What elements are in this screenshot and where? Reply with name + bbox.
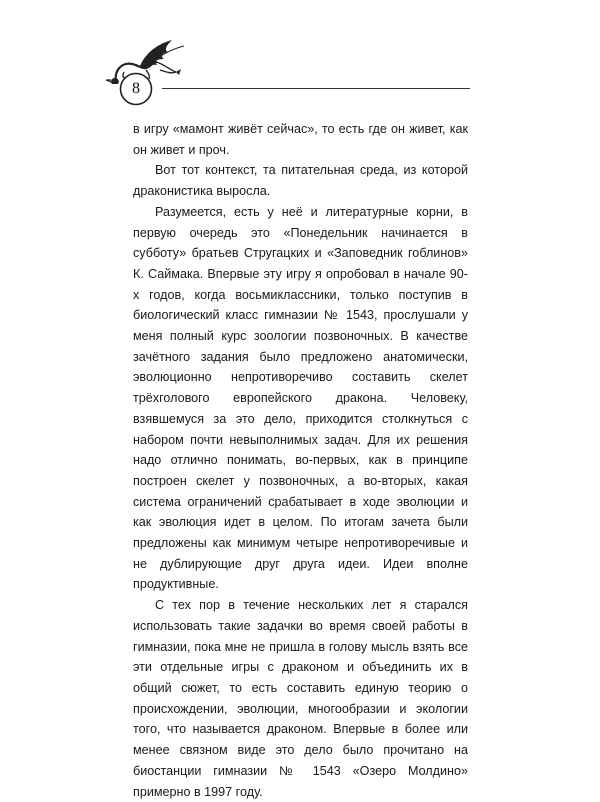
paragraph: в игру «мамонт живёт сейчас», то есть где он живет, как он живет и проч. (133, 122, 468, 157)
paragraph: С тех пор в течение нескольких лет я старался использовать такие задачки во время своей работы в гимназии, пока мне не пришла в голову мысль взять все эти отдельные игры с драконом и объединить их в общий сюжет, то есть составить единую теорию о происхождении, эволюции, многообразии и экологии того, что называется драконом. Впервые в более или менее связном виде это дело было прочитано на биостанции гимназии № 1543 «Озеро Молдино» примерно в 1997 году. (133, 598, 468, 799)
paragraph: Вот тот контекст, та питательная среда, из которой драконистика выросла. (133, 163, 468, 199)
page-number: 8 (132, 80, 140, 97)
paragraph: Разумеется, есть у неё и литературные корни, в первую очередь это «Понедельник начинается в субботу» братьев Стругацких и «Заповедник гоблинов» К. Саймака. Впервые эту игру я опробовал в начале 90-х годов, когда восьмиклассники, только поступив в биологический класс гимназии № 1543, прослушали у меня полный курс зоологии позвоночных. В качестве зачётного задания было предложено анатомически, эволюционно непротиворечиво составить скелет трёхголового европейского дракона. Человеку, взявшемуся за это дело, приходится столкнуться с набором почти невыполнимых задач. Для их решения надо отлично понимать, во-первых, как в принципе построен скелет у позвоночных, а во-вторых, какая система ограничений срабатывает в ходе эволюции и как эволюция идет в целом. По итогам зачета были предложены как минимум четыре непротиворечивые и не дублирующие друг друга идеи. Идеи вполне продуктивные. (133, 204, 468, 592)
header-divider (162, 88, 470, 89)
body-text (133, 119, 468, 802)
page-header (0, 0, 600, 110)
